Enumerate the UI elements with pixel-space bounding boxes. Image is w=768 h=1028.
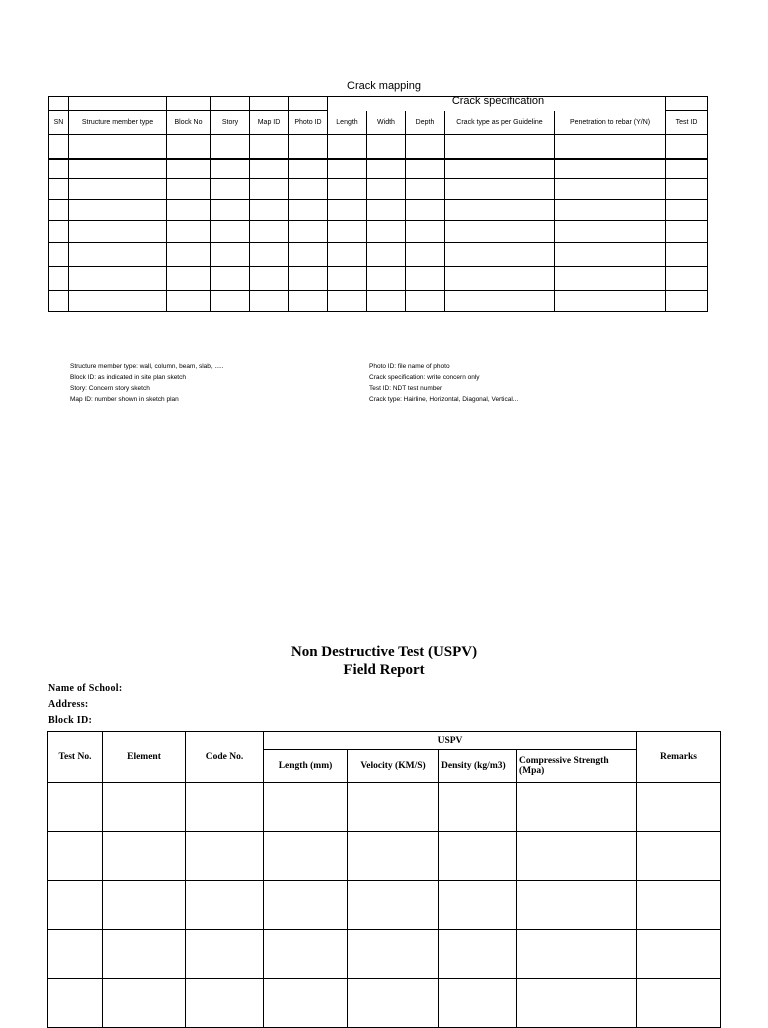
table-cell [211, 267, 250, 291]
note-line: Map ID: number shown in sketch plan [70, 396, 179, 403]
table-cell [48, 832, 103, 881]
table-cell [48, 881, 103, 930]
table-cell [69, 179, 167, 200]
table-cell [406, 159, 445, 179]
crack-header-cell: Length [328, 111, 367, 135]
crack-header-cell: Test ID [666, 111, 708, 135]
crack-specification-label: Crack specification [451, 95, 545, 107]
crack-mapping-title: Crack mapping [347, 80, 421, 92]
header-velocity: Velocity (KM/S) [348, 750, 439, 783]
table-cell [186, 881, 264, 930]
table-cell [406, 243, 445, 267]
table-cell [555, 291, 666, 312]
table-cell [289, 135, 328, 159]
ndt-title [0, 643, 768, 679]
table-cell [328, 200, 367, 221]
table-cell [328, 179, 367, 200]
table-cell [250, 135, 289, 159]
table-cell [167, 267, 211, 291]
table-cell [555, 200, 666, 221]
table-cell [637, 881, 721, 930]
table-cell [211, 291, 250, 312]
table-cell [406, 179, 445, 200]
crack-header-cell: Width [367, 111, 406, 135]
table-cell [439, 881, 517, 930]
header-compressive-strength: Compressive Strength (Mpa) [517, 750, 637, 783]
table-cell [348, 930, 439, 979]
crack-header-cell: Depth [406, 111, 445, 135]
note-line: Structure member type: wall, column, beam, slab, ..... [70, 363, 224, 370]
crack-table-row [49, 267, 708, 291]
table-cell [666, 267, 708, 291]
table-cell [103, 783, 186, 832]
table-cell [348, 881, 439, 930]
table-cell [211, 221, 250, 243]
table-cell [48, 783, 103, 832]
table-cell [666, 200, 708, 221]
table-cell [445, 200, 555, 221]
ndt-table-row [48, 783, 721, 832]
table-cell [517, 930, 637, 979]
table-cell [250, 243, 289, 267]
table-cell [666, 159, 708, 179]
table-cell [666, 135, 708, 159]
header-element: Element [103, 732, 186, 783]
table-cell [289, 221, 328, 243]
table-cell [517, 979, 637, 1028]
crack-header-cell: Block No [167, 111, 211, 135]
table-cell [328, 159, 367, 179]
notes-left [70, 361, 224, 405]
ndt-table [47, 731, 721, 1028]
note-line: Test ID: NDT test number [369, 385, 443, 392]
table-cell [69, 159, 167, 179]
table-cell [250, 159, 289, 179]
table-cell [167, 159, 211, 179]
table-cell [211, 243, 250, 267]
table-cell [328, 221, 367, 243]
table-cell [445, 179, 555, 200]
header-density: Density (kg/m3) [439, 750, 517, 783]
table-cell [555, 159, 666, 179]
table-cell [445, 221, 555, 243]
table-cell [49, 291, 69, 312]
table-cell [517, 832, 637, 881]
crack-table-row [49, 221, 708, 243]
table-cell [211, 135, 250, 159]
table-cell [328, 135, 367, 159]
ndt-title-line2: Field Report [343, 662, 425, 678]
table-cell [328, 267, 367, 291]
crack-header-cell: Photo ID [289, 111, 328, 135]
table-cell [445, 243, 555, 267]
table-cell [48, 930, 103, 979]
crack-header-cell: SN [49, 111, 69, 135]
table-cell [186, 783, 264, 832]
crack-table-row [49, 200, 708, 221]
crack-header-cell: Story [211, 111, 250, 135]
table-cell [250, 221, 289, 243]
table-cell [49, 243, 69, 267]
table-cell [264, 979, 348, 1028]
crack-header-cell: Crack type as per Guideline [445, 111, 555, 135]
table-cell [666, 179, 708, 200]
header-code-no: Code No. [186, 732, 264, 783]
table-cell [289, 243, 328, 267]
crack-table-row [49, 135, 708, 159]
table-cell [264, 832, 348, 881]
table-cell [186, 979, 264, 1028]
table-cell [211, 200, 250, 221]
table-cell [211, 159, 250, 179]
ndt-table-row [48, 832, 721, 881]
table-cell [367, 179, 406, 200]
ndt-title-line1: Non Destructive Test (USPV) [290, 644, 478, 660]
table-cell [250, 267, 289, 291]
crack-table-row [49, 159, 708, 179]
table-cell [367, 221, 406, 243]
crack-header-row [49, 111, 708, 135]
crack-table-row [49, 179, 708, 200]
table-cell [439, 979, 517, 1028]
table-cell [637, 783, 721, 832]
header-remarks: Remarks [637, 732, 721, 783]
table-cell [49, 179, 69, 200]
table-cell [49, 97, 69, 111]
table-cell [49, 221, 69, 243]
table-cell [49, 200, 69, 221]
ndt-table-row [48, 930, 721, 979]
table-cell [367, 291, 406, 312]
table-cell [666, 243, 708, 267]
table-cell [328, 291, 367, 312]
school-name-field: Name of School: [48, 683, 123, 694]
table-cell [439, 832, 517, 881]
table-cell [406, 221, 445, 243]
table-cell [250, 291, 289, 312]
table-cell [103, 930, 186, 979]
table-cell [69, 221, 167, 243]
table-cell [637, 832, 721, 881]
table-cell [49, 267, 69, 291]
table-cell [367, 159, 406, 179]
table-cell [637, 930, 721, 979]
table-cell [406, 135, 445, 159]
table-cell [186, 930, 264, 979]
header-uspv: USPV [264, 732, 637, 750]
table-cell [250, 97, 289, 111]
table-cell [289, 159, 328, 179]
table-cell [445, 159, 555, 179]
table-cell [250, 200, 289, 221]
header-test-no: Test No. [48, 732, 103, 783]
crack-table-row [49, 97, 708, 111]
table-cell [637, 979, 721, 1028]
header-length: Length (mm) [264, 750, 348, 783]
table-cell [555, 267, 666, 291]
block-id-field: Block ID: [48, 715, 93, 726]
note-line: Story: Concern story sketch [70, 385, 150, 392]
table-cell [445, 291, 555, 312]
notes-right [369, 361, 518, 405]
table-cell [555, 243, 666, 267]
crack-header-cell: Structure member type [69, 111, 167, 135]
crack-header-cell: Map ID [250, 111, 289, 135]
table-cell [103, 881, 186, 930]
table-cell [555, 221, 666, 243]
table-cell [49, 159, 69, 179]
crack-table-row [49, 243, 708, 267]
table-cell [167, 135, 211, 159]
table-cell [348, 979, 439, 1028]
table-cell [555, 179, 666, 200]
table-cell [289, 97, 328, 111]
table-cell [666, 221, 708, 243]
table-cell [167, 97, 211, 111]
table-cell [69, 97, 167, 111]
address-field: Address: [48, 699, 89, 710]
table-cell [186, 832, 264, 881]
table-cell [439, 783, 517, 832]
table-cell [264, 783, 348, 832]
table-cell [289, 179, 328, 200]
table-cell [289, 267, 328, 291]
table-cell [328, 243, 367, 267]
table-cell [69, 243, 167, 267]
crack-table-row [49, 291, 708, 312]
table-cell [406, 267, 445, 291]
crack-header-cell: Penetration to rebar (Y/N) [555, 111, 666, 135]
table-cell [48, 979, 103, 1028]
crack-spec-group-cell [328, 97, 666, 111]
note-line: Photo ID: file name of photo [369, 363, 450, 370]
table-cell [167, 200, 211, 221]
table-cell [517, 783, 637, 832]
table-cell [289, 200, 328, 221]
table-cell [167, 291, 211, 312]
table-cell [367, 135, 406, 159]
crack-mapping-table [48, 96, 708, 312]
table-cell [406, 291, 445, 312]
table-cell [367, 243, 406, 267]
table-cell [69, 200, 167, 221]
table-cell [49, 135, 69, 159]
table-cell [211, 97, 250, 111]
table-cell [406, 200, 445, 221]
table-cell [103, 979, 186, 1028]
table-cell [348, 783, 439, 832]
table-cell [289, 291, 328, 312]
table-cell [69, 267, 167, 291]
table-cell [348, 832, 439, 881]
table-cell [167, 179, 211, 200]
table-cell [445, 135, 555, 159]
table-cell [264, 881, 348, 930]
table-cell [367, 267, 406, 291]
table-cell [367, 200, 406, 221]
table-cell [167, 243, 211, 267]
table-cell [167, 221, 211, 243]
table-cell [211, 179, 250, 200]
note-line: Crack specification: write concern only [369, 374, 480, 381]
table-cell [439, 930, 517, 979]
table-cell [517, 881, 637, 930]
table-cell [69, 291, 167, 312]
table-cell [445, 267, 555, 291]
table-cell [666, 291, 708, 312]
table-cell [250, 179, 289, 200]
ndt-table-row [48, 881, 721, 930]
table-cell [555, 135, 666, 159]
table-cell [69, 135, 167, 159]
table-cell [666, 97, 708, 111]
note-line: Crack type: Hairline, Horizontal, Diagonal, Vertical... [369, 396, 519, 403]
note-line: Block ID: as indicated in site plan sketch [70, 374, 186, 381]
table-cell [103, 832, 186, 881]
ndt-table-row [48, 979, 721, 1028]
table-cell [264, 930, 348, 979]
